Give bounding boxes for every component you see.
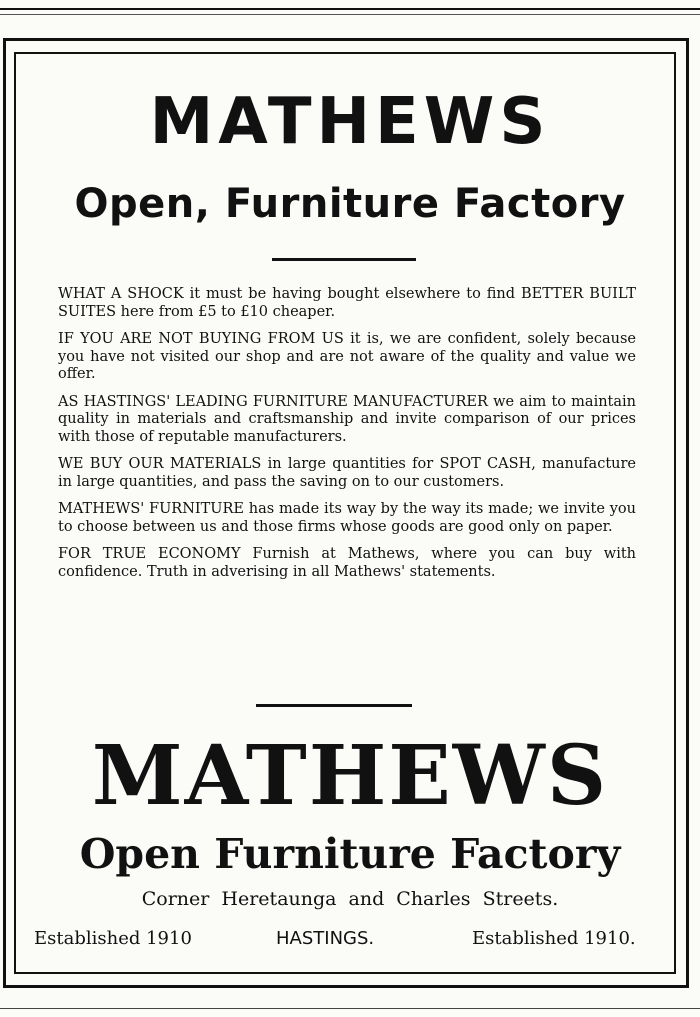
- footer-town: HASTINGS.: [276, 928, 375, 949]
- paragraph-lead: WHAT A SHOCK: [58, 286, 184, 302]
- bottom-title: MATHEWS: [91, 728, 609, 824]
- paragraph-lead: IF YOU ARE NOT BUYING FROM US: [58, 331, 344, 347]
- footer-established-left: Established 1910: [34, 928, 192, 949]
- top-separator: [272, 258, 416, 261]
- paragraph-4: [58, 456, 636, 491]
- paragraph-6: [58, 546, 636, 581]
- paragraph-lead: WE BUY OUR MATERIALS: [58, 456, 262, 472]
- bottom-subtitle: Open Furniture Factory: [79, 830, 621, 878]
- paragraph-lead: FOR TRUE ECONOMY: [58, 546, 241, 562]
- paragraph-text: in large quantities for SPOT CASH, manufacture in large quantities, and pass the saving on to our customers.: [58, 456, 636, 490]
- address-line: Corner Heretaunga and Charles Streets.: [141, 888, 559, 910]
- paragraph-lead: MATHEWS' FURNITURE: [58, 501, 245, 517]
- bottom-rule: [0, 1008, 700, 1009]
- paragraph-text: Furnish at Mathews, where you can buy with confidence. Truth in adverising in all Mathews' statements.: [58, 546, 636, 580]
- footer-established-right: Established 1910.: [472, 928, 636, 949]
- paragraph-lead: AS HASTINGS' LEADING FURNITURE MANUFACTURER: [58, 393, 488, 410]
- paragraph-text: it must be having bought elsewhere to find BETTER BUILT SUITES here from £5 to £10 cheaper.: [58, 286, 637, 320]
- paragraph-text: it is, we are confident, solely because you have not visited our shop and are not aware of the quality and value we offer.: [58, 331, 636, 382]
- paragraph-text: has made its way by the way its made; we invite you to choose between us and those firms whose goods are good only on paper.: [58, 501, 636, 535]
- top-rule-thin: [0, 14, 700, 15]
- paragraph-3: [58, 394, 636, 447]
- top-rule: [0, 8, 700, 10]
- top-title: MATHEWS: [149, 85, 551, 159]
- bottom-separator: [256, 704, 412, 707]
- top-subtitle: Open, Furniture Factory: [74, 181, 626, 227]
- paragraph-2: [58, 331, 636, 384]
- advertisement-body: [58, 286, 636, 591]
- paragraph-text: we aim to maintain quality in materials and craftsmanship and invite comparison of our prices with those of reputable manufacturers.: [58, 393, 636, 445]
- paragraph-1: [58, 286, 636, 321]
- paragraph-5: [58, 501, 636, 536]
